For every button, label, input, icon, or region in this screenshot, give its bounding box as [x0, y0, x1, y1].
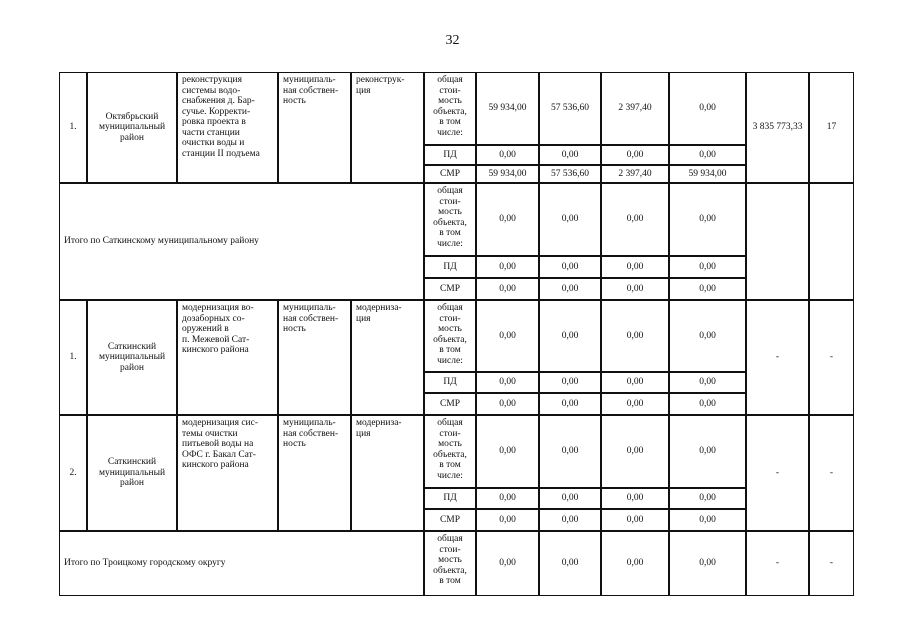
- cost-label-cell: общая стои- мость объекта, в том числе:: [424, 183, 476, 256]
- work-type-cell: реконструк- ция: [351, 72, 424, 183]
- value-cell: 0,00: [476, 183, 539, 256]
- value-cell: 0,00: [601, 300, 669, 372]
- ownership-cell: муниципаль- ная собствен- ность: [278, 415, 351, 531]
- value-cell: 0,00: [539, 415, 601, 488]
- extra-total-cell: 3 835 773,33: [746, 72, 809, 183]
- value-cell: 0,00: [669, 393, 746, 415]
- work-type-cell: модерниза- ция: [351, 300, 424, 415]
- work-type-cell: модерниза- ция: [351, 415, 424, 531]
- value-cell: 0,00: [476, 145, 539, 165]
- value-cell: 0,00: [601, 145, 669, 165]
- object-name-cell: реконструкция системы водо- снабжения д. Бар- сучье. Корректи- ровка проекта в части станции очистки воды и станции II подъема: [177, 72, 278, 183]
- value-cell: 0,00: [539, 509, 601, 531]
- value-cell: 0,00: [539, 300, 601, 372]
- page-number: 32: [445, 33, 460, 48]
- value-cell: 59 934,00: [476, 165, 539, 183]
- value-cell: 0,00: [539, 372, 601, 393]
- extra-total-cell: -: [746, 531, 809, 596]
- cost-label-cell: ПД: [424, 256, 476, 278]
- ownership-cell: муниципаль- ная собствен- ность: [278, 300, 351, 415]
- value-cell: 0,00: [669, 278, 746, 300]
- value-cell: 0,00: [669, 372, 746, 393]
- value-cell: 0,00: [539, 393, 601, 415]
- value-cell: 0,00: [601, 509, 669, 531]
- value-cell: 0,00: [539, 488, 601, 509]
- value-cell: 0,00: [669, 488, 746, 509]
- value-cell: 59 934,00: [669, 165, 746, 183]
- cost-label-cell: общая стои- мость объекта, в том числе:: [424, 72, 476, 145]
- value-cell: 0,00: [539, 256, 601, 278]
- value-cell: 0,00: [476, 393, 539, 415]
- cost-label-cell: общая стои- мость объекта, в том числе:: [424, 300, 476, 372]
- value-cell: 0,00: [669, 415, 746, 488]
- extra-count-cell: [809, 183, 854, 300]
- value-cell: 0,00: [669, 256, 746, 278]
- district-cell: Саткинский муниципальный район: [87, 415, 177, 531]
- cost-label-cell: ПД: [424, 488, 476, 509]
- value-cell: 0,00: [601, 488, 669, 509]
- value-cell: 0,00: [669, 300, 746, 372]
- ownership-cell: муниципаль- ная собствен- ность: [278, 72, 351, 183]
- value-cell: 0,00: [476, 488, 539, 509]
- cost-label-cell: общая стои- мость объекта, в том числе:: [424, 415, 476, 488]
- value-cell: 0,00: [669, 145, 746, 165]
- value-cell: 0,00: [601, 415, 669, 488]
- extra-count-cell: -: [809, 415, 854, 531]
- object-name-cell: модернизация сис- темы очистки питьевой воды на ОФС г. Бакал Сат- кинского района: [177, 415, 278, 531]
- value-cell: 0,00: [476, 278, 539, 300]
- total-title-cell: Итого по Саткинскому муниципальному району: [59, 183, 424, 300]
- value-cell: 0,00: [601, 278, 669, 300]
- value-cell: 0,00: [669, 531, 746, 596]
- total-title-cell: Итого по Троицкому городскому округу: [59, 531, 424, 596]
- extra-total-cell: [746, 183, 809, 300]
- value-cell: 2 397,40: [601, 72, 669, 145]
- extra-total-cell: -: [746, 415, 809, 531]
- cost-label-cell: ПД: [424, 145, 476, 165]
- value-cell: 0,00: [601, 372, 669, 393]
- value-cell: 0,00: [476, 300, 539, 372]
- object-name-cell: модернизация во- дозаборных со- оружений в п. Межевой Сат- кинского района: [177, 300, 278, 415]
- value-cell: 0,00: [476, 256, 539, 278]
- district-cell: Саткинский муниципальный район: [87, 300, 177, 415]
- value-cell: 0,00: [601, 531, 669, 596]
- row-number-cell: 1.: [59, 72, 87, 183]
- value-cell: 59 934,00: [476, 72, 539, 145]
- extra-count-cell: 17: [809, 72, 854, 183]
- extra-count-cell: -: [809, 531, 854, 596]
- value-cell: 0,00: [601, 393, 669, 415]
- value-cell: 0,00: [539, 183, 601, 256]
- district-cell: Октябрьский муниципальный район: [87, 72, 177, 183]
- extra-count-cell: -: [809, 300, 854, 415]
- cost-label-cell: СМР: [424, 509, 476, 531]
- row-number-cell: 1.: [59, 300, 87, 415]
- value-cell: 0,00: [539, 278, 601, 300]
- row-number-cell: 2.: [59, 415, 87, 531]
- value-cell: 0,00: [476, 531, 539, 596]
- cost-label-cell: СМР: [424, 393, 476, 415]
- value-cell: 0,00: [669, 509, 746, 531]
- value-cell: 0,00: [601, 183, 669, 256]
- value-cell: 2 397,40: [601, 165, 669, 183]
- value-cell: 0,00: [539, 145, 601, 165]
- budget-table: [59, 72, 854, 596]
- value-cell: 57 536,60: [539, 165, 601, 183]
- cost-label-cell: СМР: [424, 165, 476, 183]
- value-cell: 0,00: [476, 509, 539, 531]
- value-cell: 0,00: [476, 372, 539, 393]
- cost-label-cell: ПД: [424, 372, 476, 393]
- value-cell: 57 536,60: [539, 72, 601, 145]
- value-cell: 0,00: [539, 531, 601, 596]
- cost-label-cell: общая стои- мость объекта, в том: [424, 531, 476, 596]
- cost-label-cell: СМР: [424, 278, 476, 300]
- value-cell: 0,00: [601, 256, 669, 278]
- value-cell: 0,00: [669, 183, 746, 256]
- value-cell: 0,00: [476, 415, 539, 488]
- value-cell: 0,00: [669, 72, 746, 145]
- extra-total-cell: -: [746, 300, 809, 415]
